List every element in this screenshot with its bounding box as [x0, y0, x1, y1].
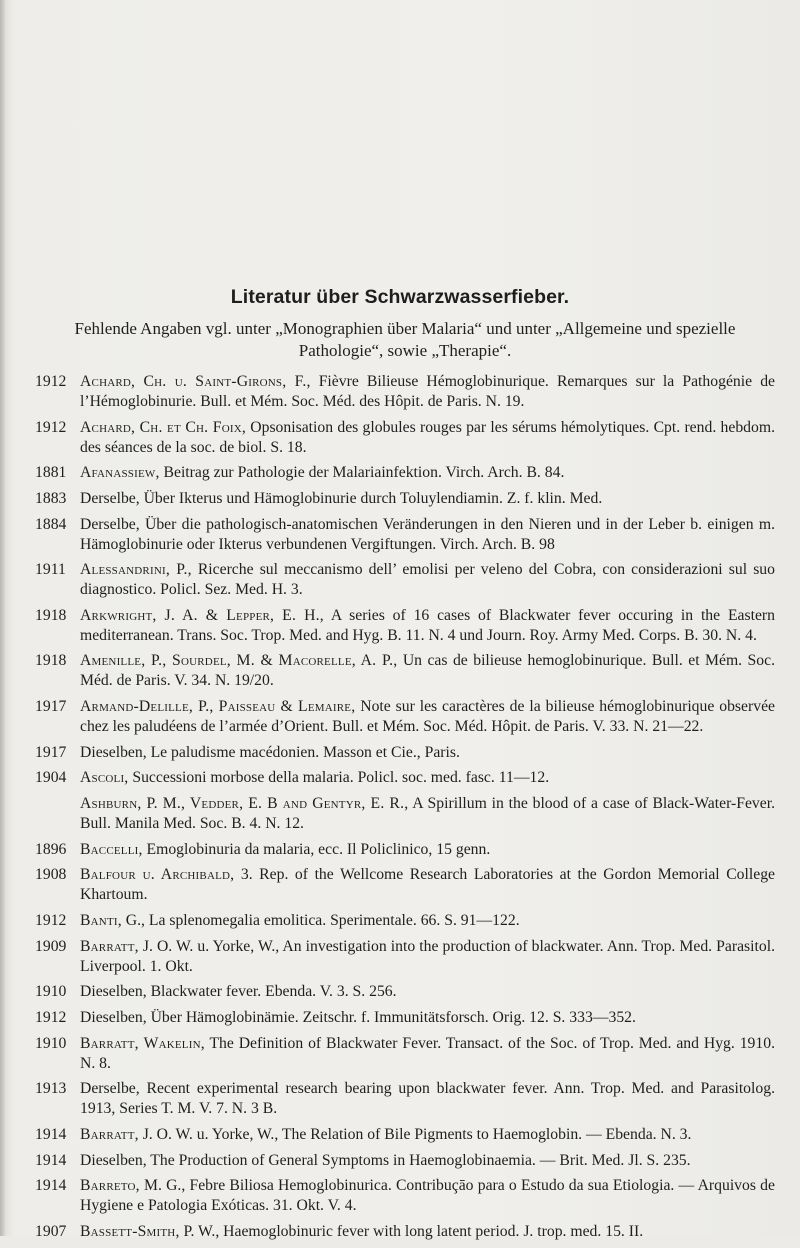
bibliography-entry — [35, 515, 775, 555]
bibliography-entry — [35, 560, 775, 600]
entry-year: 1910 — [35, 1034, 67, 1052]
bibliography-entry — [35, 743, 775, 763]
entry-year: 1883 — [35, 489, 67, 507]
entry-citation: Dieselben, Blackwater fever. Ebenda. V. 3. S. 256. — [80, 983, 397, 1001]
bibliography-entry — [35, 651, 775, 691]
bibliography-entry — [35, 982, 775, 1002]
entry-authors: Barratt, — [80, 937, 139, 955]
bibliography-list — [35, 372, 775, 1248]
entry-authors: Balfour u. Archibald, — [80, 866, 235, 884]
entry-citation: A series of 16 cases of Blackwater fever occuring in the Eastern mediterranean. Trans. Soc. Trop. Med. and Hyg. B. 11. N. 4 und Journ. Roy. Army Med. Corps. B. 30. N. 4. — [80, 606, 775, 644]
entry-citation: G., La splenomegalia emolitica. Sperimentale. 66. S. 91—122. — [121, 912, 520, 929]
page-edge-shadow — [0, 0, 6, 1236]
entry-year: 1912 — [35, 912, 67, 929]
entry-authors: Banti, — [80, 912, 122, 929]
entry-citation: Dieselben, The Production of General Symptoms in Haemoglobinaemia. — Brit. Med. Jl. S. 235. — [80, 1151, 691, 1169]
entry-year: 1914 — [35, 1177, 67, 1195]
bibliography-entry — [35, 463, 775, 483]
entry-authors: Ashburn, P. M., Vedder, E. B and Gentyr, E. R., — [80, 795, 409, 813]
bibliography-entry — [35, 1125, 775, 1145]
bibliography-entry — [35, 1008, 775, 1028]
entry-year: 1911 — [35, 561, 66, 579]
entry-year: 1912 — [35, 373, 67, 390]
bibliography-entry — [35, 911, 775, 931]
entry-citation: Beitrag zur Pathologie der Malariainfektion. Virch. Arch. B. 84. — [159, 464, 565, 482]
bibliography-entry — [35, 1034, 775, 1074]
bibliography-entry — [35, 1176, 775, 1216]
entry-year: 1904 — [35, 769, 67, 787]
bibliography-entry — [35, 1222, 775, 1242]
entry-citation: P. W., Haemoglobinuric fever with long latent period. J. trop. med. 15. II. — [179, 1222, 644, 1240]
bibliography-entry — [35, 1151, 775, 1171]
entry-year: 1917 — [35, 743, 67, 761]
entry-citation: Emoglobinuria da malaria, ecc. Il Policlinico, 15 genn. — [142, 840, 491, 858]
entry-citation: Note sur les caractères de la bilieuse hémoglobinurique observée chez les paludéens de l’armée d’Orient. Bull. et Mém. Soc. Méd. Hôpit. de Paris. V. 33. N. 21—22. — [80, 698, 775, 735]
entry-year: 1913 — [35, 1080, 67, 1098]
entry-citation: The Definition of Blackwater Fever. Transact. of the Soc. of Trop. Med. and Hyg. 1910. N. 8. — [80, 1034, 776, 1072]
entry-citation: A Spirillum in the blood of a case of Black-Water-Fever. Bull. Manila Med. Soc. B. 4. N. 12. — [80, 795, 775, 832]
entry-year: 1884 — [35, 515, 67, 533]
bibliography-entry — [35, 840, 775, 860]
intro-line-1: Fehlende Angaben vgl. unter „Monographien über Malaria“ und unter „Allgemeine und spezielle — [74, 319, 736, 338]
entry-citation: Derselbe, Über die pathologisch-anatomischen Veränderungen in den Nieren und in der Leber b. einigen m. Hämoglobinurie oder Ikterus verbundenen Vergiftungen. Virch. Arch. B. 98 — [80, 515, 775, 553]
entry-citation: 3. Rep. of the Wellcome Research Laboratories at the Gordon Memorial College Khartoum. — [80, 866, 775, 904]
entry-citation: Derselbe, Über Ikterus und Hämoglobinurie durch Toluylendiamin. Z. f. klin. Med. — [80, 489, 603, 507]
entry-year: 1917 — [35, 698, 67, 716]
bibliography-entry — [35, 697, 775, 737]
entry-authors: Barratt, — [80, 1125, 139, 1143]
entry-citation: Dieselben, Über Hämoglobinämie. Zeitschr. f. Immunitätsforsch. Orig. 12. S. 333—352. — [80, 1009, 636, 1027]
bibliography-entry — [35, 1079, 775, 1119]
entry-year: 1914 — [35, 1125, 67, 1143]
entry-year: 1907 — [35, 1222, 67, 1240]
entry-citation: Un cas de bilieuse hemoglobinurique. Bull. et Mém. Soc. Méd. de Paris. V. 34. N. 19/20. — [80, 652, 775, 690]
bibliography-entry — [35, 489, 775, 509]
entry-citation: J. O. W. u. Yorke, W., The Relation of Bile Pigments to Haemoglobin. — Ebenda. N. 3. — [138, 1125, 692, 1143]
entry-year: 1896 — [35, 840, 67, 858]
entry-citation: Opsonisation des globules rouges par les sérums hémolytiques. Cpt. rend. hebdom. des séances de la soc. de biol. S. 18. — [80, 418, 775, 456]
intro-line-2: Pathologie“, sowie „Therapie“. — [298, 341, 512, 360]
entry-authors: Achard, Ch. u. Saint-Girons, F., — [80, 373, 311, 390]
entry-year: 1918 — [35, 606, 67, 624]
entry-authors: Amenille, P., Sourdel, M. & Macorelle, A. P., — [80, 652, 398, 670]
intro-note — [40, 318, 770, 362]
entry-citation: Fièvre Bilieuse Hémoglobinurique. Remarques sur la Pathogénie de l’Hémoglobinurie. Bull. et Mém. Soc. Méd. des Hôpit. de Paris. N. 19. — [80, 373, 775, 410]
entry-citation: Ricerche sul meccanismo dell’ emolisi per veleno del Cobra, con considerazioni sul suo diagnostico. Policl. Sez. Med. H. 3. — [80, 561, 775, 599]
entry-year: 1909 — [35, 937, 67, 955]
entry-year: 1912 — [35, 418, 67, 436]
entry-authors: Afanassiew, — [80, 464, 160, 482]
bibliography-entry — [35, 937, 775, 977]
bibliography-entry — [35, 865, 775, 905]
entry-authors: Barreto, — [80, 1177, 140, 1195]
bibliography-entry — [35, 606, 775, 646]
entry-citation: M. G., Febre Biliosa Hemoglobinurica. Contribuçāo para o Estudo da sua Etiologia. — Arquivos de Hygiene e Patologia Exóticas. 31. Okt. V. 4. — [80, 1177, 775, 1215]
bibliography-entry — [35, 372, 775, 412]
entry-citation: J. O. W. u. Yorke, W., An investigation into the production of blackwater. Ann. Trop. Med. Parasitol. Liverpool. 1. Okt. — [80, 937, 775, 975]
page-title: Literatur über Schwarzwasserfieber. — [230, 286, 570, 308]
entry-year: 1914 — [35, 1151, 67, 1169]
entry-citation: Successioni morbose della malaria. Policl. soc. med. fasc. 11—12. — [128, 769, 550, 787]
bibliography-entry — [35, 418, 775, 458]
entry-authors: Alessandrini, P., — [80, 561, 192, 579]
bibliography-entry — [35, 794, 775, 834]
entry-authors: Arkwright, J. A. & Lepper, E. H., — [80, 606, 324, 624]
entry-authors: Achard, Ch. et Ch. Foix, — [80, 418, 246, 436]
entry-year: 1908 — [35, 866, 67, 884]
entry-authors: Baccelli, — [80, 840, 143, 858]
entry-citation: Derselbe, Recent experimental research bearing upon blackwater fever. Ann. Trop. Med. and Parasitolog. 1913, Series T. M. V. 7. N. 3 B. — [80, 1080, 775, 1118]
entry-year: 1912 — [35, 1009, 67, 1027]
entry-authors: Ascoli, — [80, 769, 129, 787]
entry-authors: Armand-Delille, P., Paisseau & Lemaire, — [80, 698, 356, 716]
entry-year: 1881 — [35, 464, 67, 482]
entry-year: 1918 — [35, 652, 67, 670]
entry-citation: Dieselben, Le paludisme macédonien. Masson et Cie., Paris. — [80, 743, 460, 761]
entry-year: 1910 — [35, 983, 67, 1001]
bibliography-entry — [35, 768, 775, 788]
entry-authors: Bassett-Smith, — [80, 1222, 180, 1240]
entry-authors: Barratt, Wakelin, — [80, 1034, 205, 1052]
